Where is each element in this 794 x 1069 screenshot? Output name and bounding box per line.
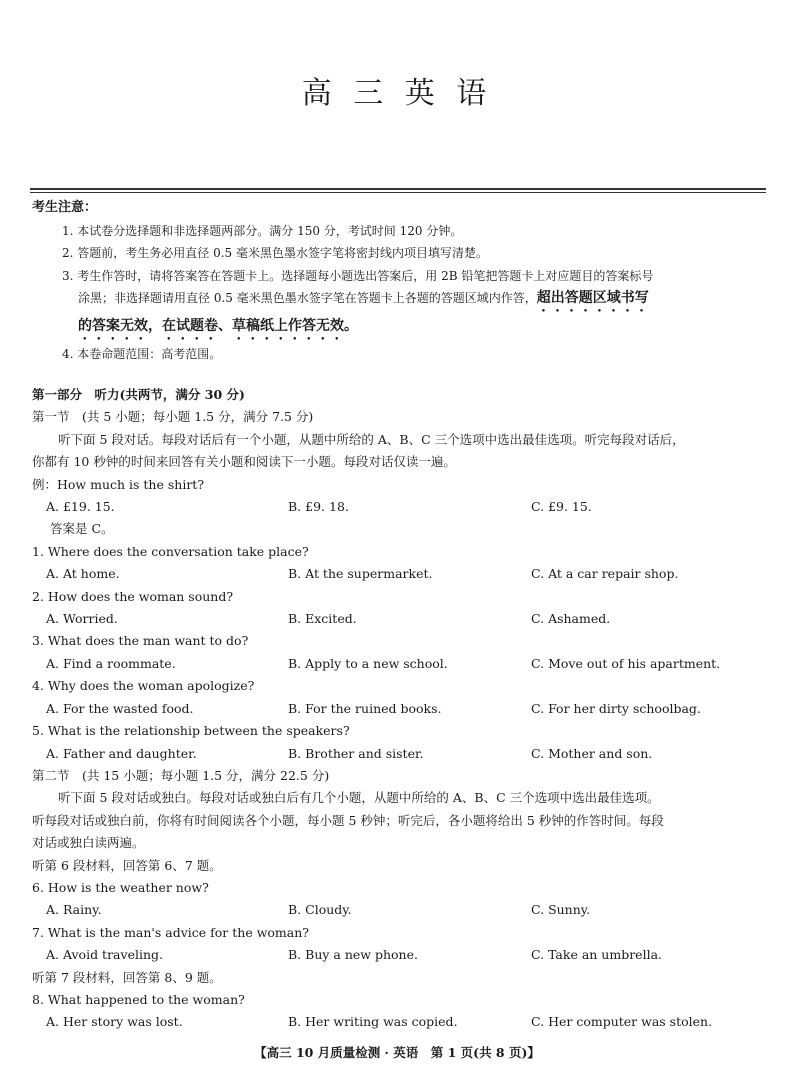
- section1-heading: 第一节 (共 5 小题；每小题 1.5 分，满分 7.5 分): [32, 409, 314, 425]
- question-2-options: [32, 608, 772, 630]
- option-a: A. At home.: [46, 566, 120, 582]
- question-5-options: [32, 743, 772, 765]
- option-c: C. For her dirty schoolbag.: [531, 700, 701, 716]
- material-7-heading: 听第 7 段材料，回答第 8、9 题。: [32, 969, 222, 985]
- option-c: C. At a car repair shop.: [531, 566, 679, 582]
- option-b: B. For the ruined books.: [288, 700, 442, 716]
- notice-item-3b-text: 涂黑；非选择题请用直径 0.5 毫米黑色墨水签字笔在答题卡上各题的答题区域内作答，: [78, 291, 537, 305]
- question-6-options: [32, 899, 772, 921]
- question-1: 1. Where does the conversation take place?: [32, 543, 309, 559]
- example-option-a: A. £19. 15.: [46, 499, 115, 515]
- notice-heading: 考生注意：: [32, 200, 98, 215]
- section2-instruction-2: 听每段对话或独白前，你将有时间阅读各个小题，每小题 5 秒钟；听完后，各小题将给出 5 秒钟的作答时间。每段: [32, 812, 664, 828]
- option-b: B. Buy a new phone.: [288, 947, 418, 963]
- notice-item-3c: [32, 315, 767, 343]
- option-b: B. Apply to a new school.: [288, 655, 448, 671]
- option-c: C. Ashamed.: [531, 611, 611, 627]
- example-options: [32, 496, 772, 518]
- notice-item-3b: [32, 287, 767, 315]
- section2-heading: 第二节 (共 15 小题；每小题 1.5 分，满分 22.5 分): [32, 767, 330, 783]
- example-option-c: C. £9. 15.: [531, 499, 592, 515]
- notice-item-1: 1. 本试卷分选择题和非选择题两部分。满分 150 分，考试时间 120 分钟。: [62, 223, 463, 238]
- example-question: 例：How much is the shirt?: [32, 476, 205, 492]
- divider-thick: [30, 188, 766, 190]
- option-a: A. Father and daughter.: [46, 745, 197, 761]
- notice-box: [32, 197, 767, 366]
- question-1-options: [32, 563, 772, 585]
- notice-item-3a: 3. 考生作答时，请将答案答在答题卡上。选择题每小题选出答案后，用 2B 铅笔把答题卡上对应题目的答案标号: [62, 268, 654, 283]
- exam-body: [32, 384, 772, 1034]
- question-7-options: [32, 944, 772, 966]
- option-b: B. Cloudy.: [288, 902, 352, 918]
- option-b: B. At the supermarket.: [288, 566, 433, 582]
- section1-instruction-1: 听下面 5 段对话。每段对话后有一个小题，从题中所给的 A、B、C 三个选项中选出最佳选项。听完每段对话后，: [58, 431, 685, 447]
- option-c: C. Take an umbrella.: [531, 947, 663, 963]
- option-c: C. Sunny.: [531, 902, 591, 918]
- question-4-options: [32, 698, 772, 720]
- section2-instruction-1: 听下面 5 段对话或独白。每段对话或独白后有几个小题，从题中所给的 A、B、C 三个选项中选出最佳选项。: [58, 790, 660, 806]
- notice-item-4: 4. 本卷命题范围：高考范围。: [62, 347, 222, 361]
- option-c: C. Her computer was stolen.: [531, 1014, 713, 1030]
- question-7: 7. What is the man's advice for the woman?: [32, 924, 309, 940]
- section2-instruction-3: 对话或独白读两遍。: [32, 835, 145, 851]
- page-footer: 【高三 10 月质量检测 · 英语 第 1 页(共 8 页)】: [254, 1045, 540, 1060]
- option-b: B. Brother and sister.: [288, 745, 424, 761]
- question-8-options: [32, 1011, 772, 1033]
- question-8: 8. What happened to the woman?: [32, 991, 245, 1007]
- option-a: A. Find a roommate.: [46, 655, 176, 671]
- divider-thin: [30, 192, 766, 193]
- notice-emphasis-2: 的答案无效，在试题卷、草稿纸上作答无效。: [78, 318, 358, 334]
- option-a: A. For the wasted food.: [46, 700, 194, 716]
- notice-emphasis-1: 超出答题区域书写: [536, 290, 649, 306]
- example-option-b: B. £9. 18.: [288, 499, 349, 515]
- question-3-options: [32, 653, 772, 675]
- part1-heading: 第一部分 听力(共两节，满分 30 分): [32, 387, 245, 402]
- question-5: 5. What is the relationship between the speakers?: [32, 723, 350, 739]
- option-a: A. Rainy.: [46, 902, 102, 918]
- question-2: 2. How does the woman sound?: [32, 588, 234, 604]
- option-b: B. Excited.: [288, 611, 357, 627]
- option-c: C. Mother and son.: [531, 745, 653, 761]
- option-a: A. Her story was lost.: [46, 1014, 183, 1030]
- option-c: C. Move out of his apartment.: [531, 655, 721, 671]
- example-answer: 答案是 C。: [50, 521, 114, 537]
- option-a: A. Worried.: [46, 611, 118, 627]
- page-title: 高 三 英 语: [301, 76, 493, 111]
- question-6: 6. How is the weather now?: [32, 879, 209, 895]
- material-6-heading: 听第 6 段材料，回答第 6、7 题。: [32, 857, 222, 873]
- notice-item-2: 2. 答题前，考生务必用直径 0.5 毫米黑色墨水签字笔将密封线内项目填写清楚。: [62, 246, 488, 260]
- question-3: 3. What does the man want to do?: [32, 633, 249, 649]
- section1-instruction-2: 你都有 10 秒钟的时间来回答有关小题和阅读下一小题。每段对话仅读一遍。: [32, 454, 456, 470]
- option-b: B. Her writing was copied.: [288, 1014, 458, 1030]
- option-a: A. Avoid traveling.: [46, 947, 163, 963]
- question-4: 4. Why does the woman apologize?: [32, 678, 255, 694]
